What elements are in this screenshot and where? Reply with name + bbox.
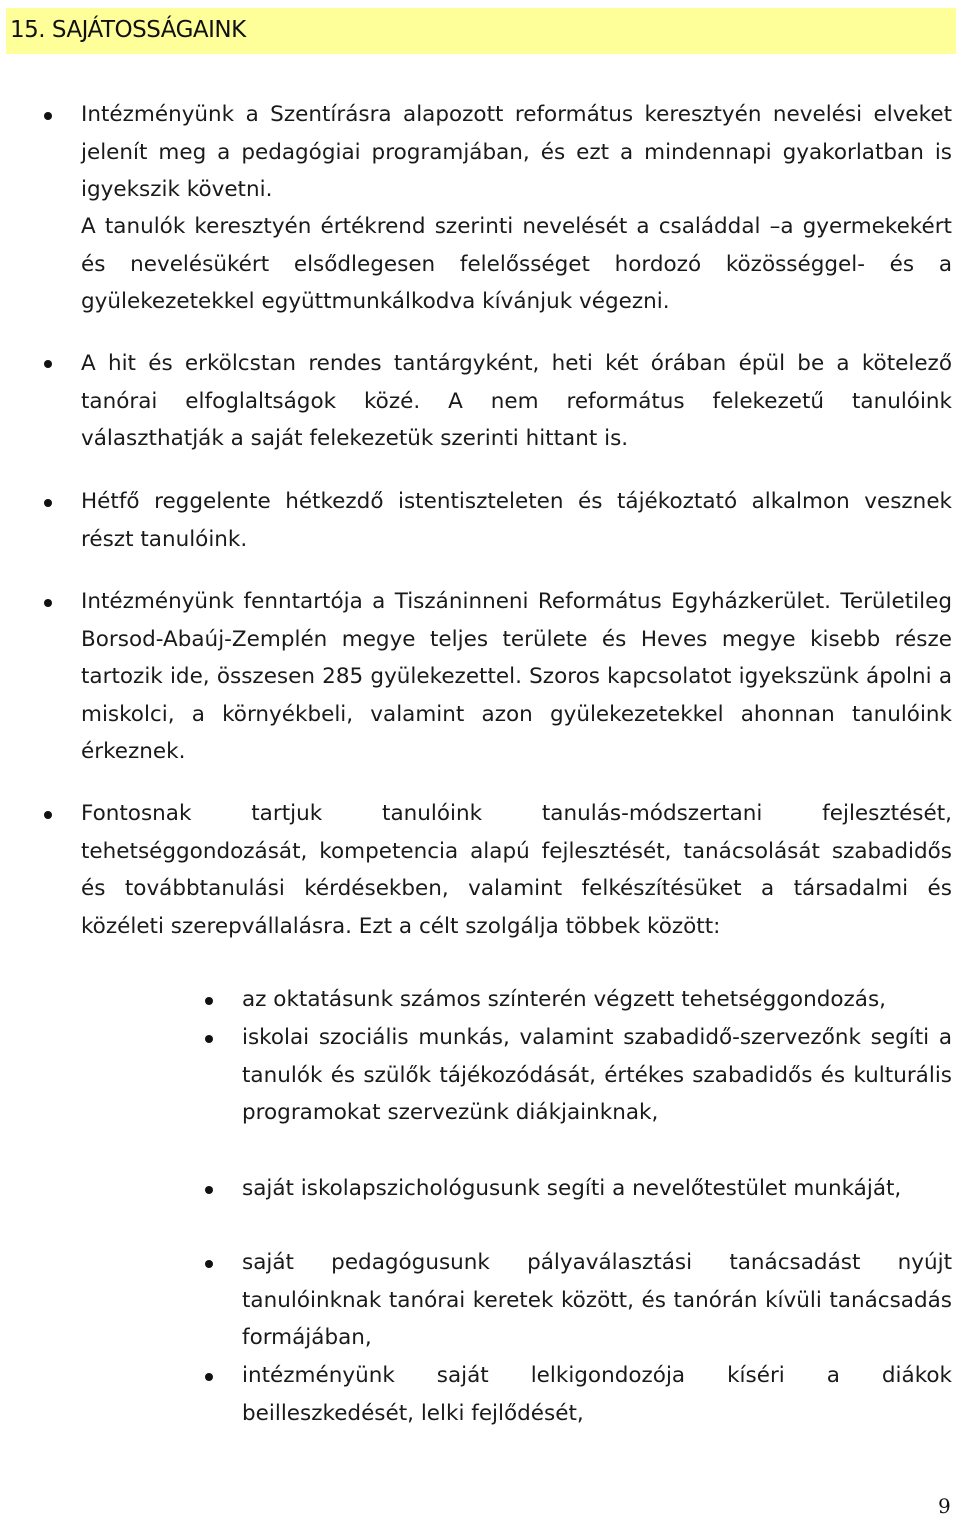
bullet-icon	[44, 360, 52, 368]
bullet-icon	[205, 1186, 213, 1194]
sub-list-item: saját pedagógusunk pályaválasztási tanácsadást nyújt tanulóinknak tanórai keretek között, és tanórán kívüli tanácsadás formájában,	[242, 1250, 952, 1350]
bullet-icon	[44, 811, 52, 819]
sub-list-item: intézményünk saját lelkigondozója kíséri a diákok beilleszkedését, lelki fejlődését,	[242, 1363, 952, 1426]
paragraph: Intézményünk a Szentírásra alapozott református keresztyén nevelési elveket jelenít meg a pedagógiai programjában, és ezt a mindennapi gyakorlatban is igyekszik követni.	[81, 102, 952, 202]
sub-list-item: saját iskolapszichológusunk segíti a nevelőtestület munkáját,	[242, 1176, 902, 1201]
page-number: 9	[938, 1494, 951, 1517]
bullet-icon	[205, 997, 213, 1005]
sub-list-item: az oktatásunk számos színterén végzett tehetséggondozás,	[242, 987, 886, 1012]
section-heading: 15. SAJÁTOSSÁGAINK	[10, 17, 246, 43]
bullet-icon	[205, 1035, 213, 1043]
paragraph: A tanulók keresztyén értékrend szerinti nevelését a családdal –a gyermekekért és nevelésükért elsődlegesen felelősséget hordozó közösséggel- és a gyülekezetekkel együttmunkálkodva kívánjuk végezni.	[81, 214, 952, 314]
bullet-icon	[44, 599, 52, 607]
sub-list-item: iskolai szociális munkás, valamint szabadidő-szervezőnk segíti a tanulók és szülők tájékozódását, értékes szabadidős és kulturális programokat szervezünk diákjainknak,	[242, 1025, 952, 1125]
bullet-icon	[44, 112, 52, 120]
paragraph: A hit és erkölcstan rendes tantárgyként, heti két órában épül be a kötelező tanórai elfoglaltságok közé. A nem református felekezetű tanulóink választhatják a saját felekezetük szerinti hittant is.	[81, 351, 952, 451]
paragraph: Intézményünk fenntartója a Tiszáninneni Református Egyházkerület. Területileg Borsod-Abaúj-Zemplén megye teljes területe és Heves megye kisebb része tartozik ide, összesen 285 gyülekezettel. Szoros kapcsolatot igyekszünk ápolni a miskolci, a környékbeli, valamint azon gyülekezetekkel ahonnan tanulóink érkeznek.	[81, 589, 952, 764]
bullet-icon	[205, 1260, 213, 1268]
paragraph: Hétfő reggelente hétkezdő istentiszteleten és tájékoztató alkalmon vesznek részt tanulóink.	[81, 489, 952, 552]
paragraph: Fontosnak tartjuk tanulóink tanulás-módszertani fejlesztését, tehetséggondozását, kompetencia alapú fejlesztését, tanácsolását szabadidős és továbbtanulási kérdésekben, valamint felkészítésüket a társadalmi és közéleti szerepvállalásra. Ezt a célt szolgálja többek között:	[81, 801, 952, 939]
bullet-icon	[44, 499, 52, 507]
bullet-icon	[205, 1373, 213, 1381]
